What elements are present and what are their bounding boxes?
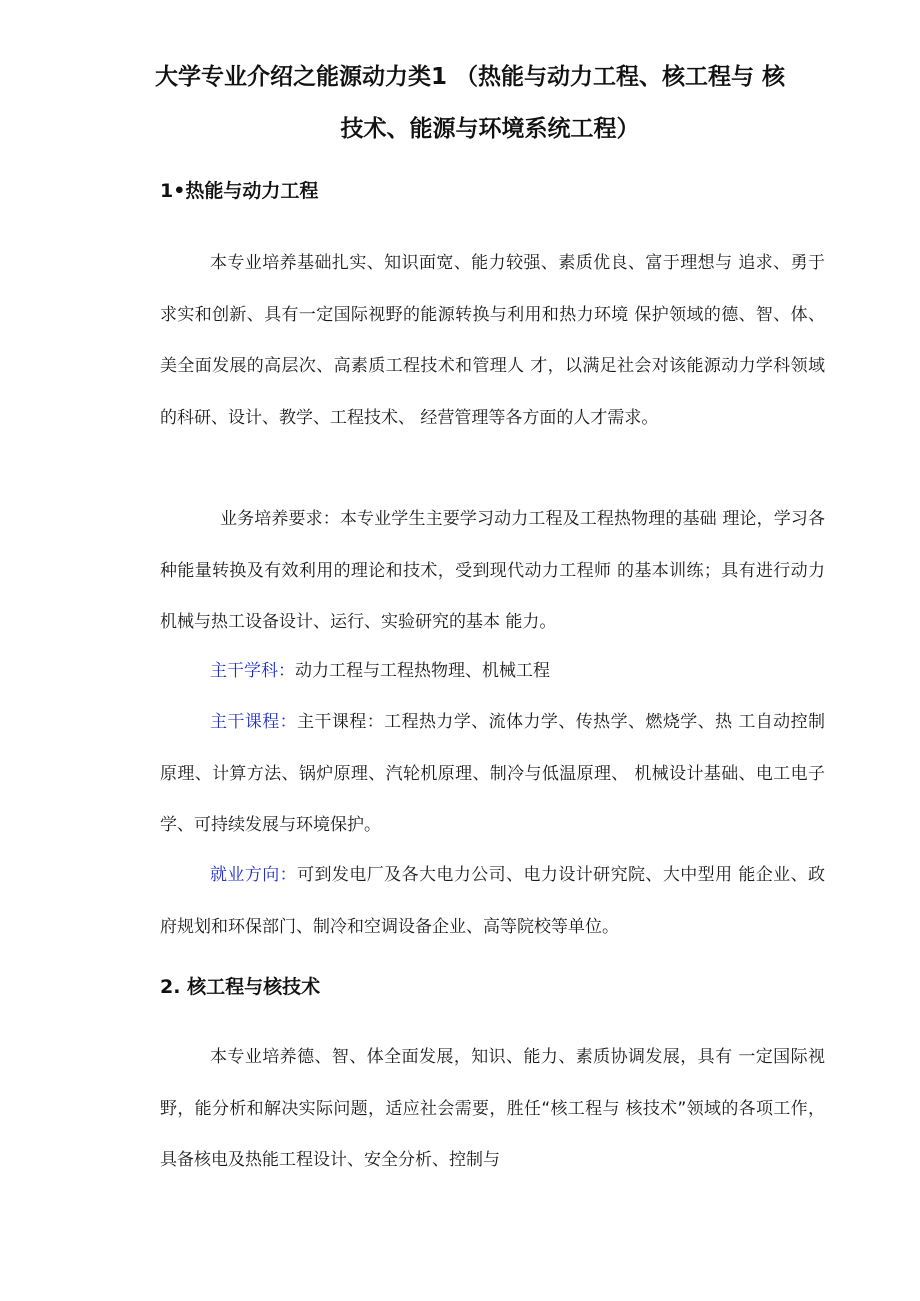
- section-2-intro-paragraph: 本专业培养德、智、体全面发展，知识、能力、素质协调发展，具有 一定国际视野，能分析和解决实际问题，适应社会需要，胜任“核工程与 核技术”领域的各项工作，具备核电及热能工程设计、安全分析、控制与: [160, 1047, 825, 1170]
- section-1-intro-paragraph: 本专业培养基础扎实、知识面宽、能力较强、素质优良、富于理想与 追求、勇于求实和创新、具有一定国际视野的能源转换与利用和热力环境 保护领域的德、智、体、美全面发展的高层次、高素质工程技术和管理人 才，以满足社会对该能源动力学科领域的科研、设计、教学、工程技术、 经营管理等各方面的人才需求。: [160, 253, 825, 428]
- section-1-heading: [160, 176, 318, 203]
- main-courses-text: 主干课程：工程热力学、流体力学、传热学、燃烧学、热 工自动控制原理、计算方法、锅炉原理、汽轮机原理、制冷与低温原理、 机械设计基础、电工电子学、可持续发展与环境保护。: [160, 712, 826, 835]
- section-1-employment: [160, 850, 825, 953]
- document-title-line-2: 技术、能源与环境系统工程）: [340, 116, 640, 142]
- section-1-requirements-paragraph: 业务培养要求：本专业学生主要学习动力工程及工程热物理的基础 理论，学习各种能量转换及有效利用的理论和技术，受到现代动力工程师 的基本训练；具有进行动力机械与热工设备设计、运行、实验研究的基本 能力。: [160, 509, 825, 632]
- section-2-title: 核工程与核技术: [180, 976, 321, 998]
- section-1-main-courses: [160, 697, 825, 852]
- section-1-title: 热能与动力工程: [185, 180, 319, 202]
- section-2-heading: [160, 972, 320, 999]
- employment-text: 可到发电厂及各大电力公司、电力设计研究院、大中型用 能企业、政府规划和环保部门、制冷和空调设备企业、高等院校等单位。: [160, 865, 826, 937]
- main-discipline-label: 主干学科：: [210, 661, 295, 681]
- employment-label: 就业方向：: [210, 865, 298, 885]
- document-title-line-1: 大学专业介绍之能源动力类1 （热能与动力工程、核工程与 核: [155, 64, 786, 90]
- main-courses-label: 主干课程：: [210, 712, 298, 732]
- section-1-number: 1•: [160, 180, 186, 202]
- section-1-main-discipline: [160, 646, 825, 698]
- section-2-number: 2.: [160, 976, 181, 998]
- main-discipline-text: 动力工程与工程热物理、机械工程: [295, 661, 550, 681]
